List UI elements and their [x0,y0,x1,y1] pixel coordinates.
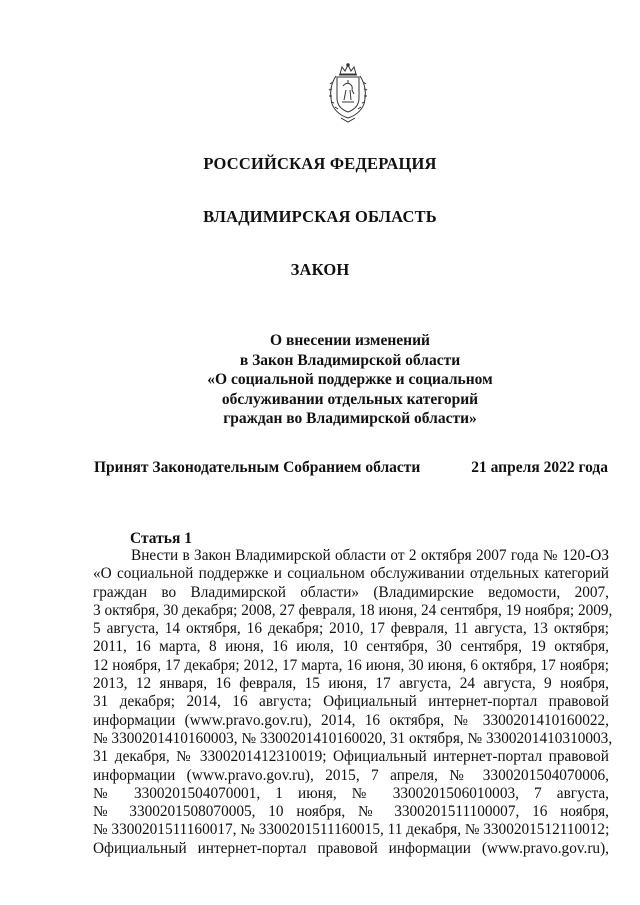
title-line: обслуживании отдельных категорий [221,390,479,408]
body-line: № 3300201511160017, № 3300201511160015, 11 декабря, № 3300201512110012; [93,821,610,839]
title-line: граждан во Владимирской области» [223,410,477,427]
body-line: информации (www.pravo.gov.ru), 2015, 7 апреля, № 3300201504070006, [93,766,609,784]
body-line: 2013, 12 января, 16 февраля, 15 июня, 17 августа, 24 августа, 9 ноября, [93,675,609,693]
body-line: № 3300201504070001, 1 июня, № 3300201506010003, 7 августа, [93,784,609,802]
adoption-date: 21 апреля 2022 года [471,459,608,476]
body-line: № 3300201410160003, № 3300201410160020, 31 октября, № 3300201410310003, [93,729,613,747]
body-line: информации (www.pravo.gov.ru), 2014, 16 октября, № 3300201410160022, [93,711,609,729]
body-line: 3 октября, 30 декабря; 2008, 27 февраля, 18 июня, 24 сентября, 19 ноября; 2009, [93,601,613,619]
body-line: № 3300201508070005, 10 ноября, № 3300201511100007, 16 ноября, [93,803,609,821]
body-line: 31 декабря; 2014, 16 августа; Официальный интернет-портал правовой [93,693,609,711]
adoption-label: Принят Законодательным Собранием области [94,459,421,476]
coat-of-arms-icon [324,62,372,124]
title-line: О внесении изменений [270,332,430,349]
body-line: «О социальной поддержке и социальном обслуживании отдельных категорий [93,565,609,583]
body-line: 12 ноября, 17 декабря; 2012, 17 марта, 16 июня, 30 июня, 6 октября, 17 ноября; [93,656,609,674]
country-heading: РОССИЙСКАЯ ФЕДЕРАЦИЯ [203,154,437,173]
body-line: 5 августа, 14 октября, 16 декабря; 2010, 17 февраля, 11 августа, 13 октября; [93,620,609,638]
title-line: «О социальной поддержке и социальном [207,371,493,388]
article-body [93,547,613,858]
body-line: 2011, 16 марта, 8 июня, 16 июля, 10 сентября, 30 сентября, 19 октября, [93,638,609,656]
body-line: 31 декабря, № 3300201412310019; Официальный интернет-портал правовой [93,748,609,766]
body-line: Внести в Закон Владимирской области от 2 октября 2007 года № 120-ОЗ [131,547,609,564]
body-line: граждан во Владимирской области» (Владимирские ведомости, 2007, [93,583,609,601]
title-line: в Закон Владимирской области [239,351,461,369]
document-type-heading: ЗАКОН [290,260,350,279]
region-heading: ВЛАДИМИРСКАЯ ОБЛАСТЬ [203,207,437,226]
adoption-line [94,459,608,477]
law-title [120,331,580,429]
article-heading: Статья 1 [130,530,192,547]
body-line: Официальный интернет-портал правовой информации (www.pravo.gov.ru), [93,839,609,857]
